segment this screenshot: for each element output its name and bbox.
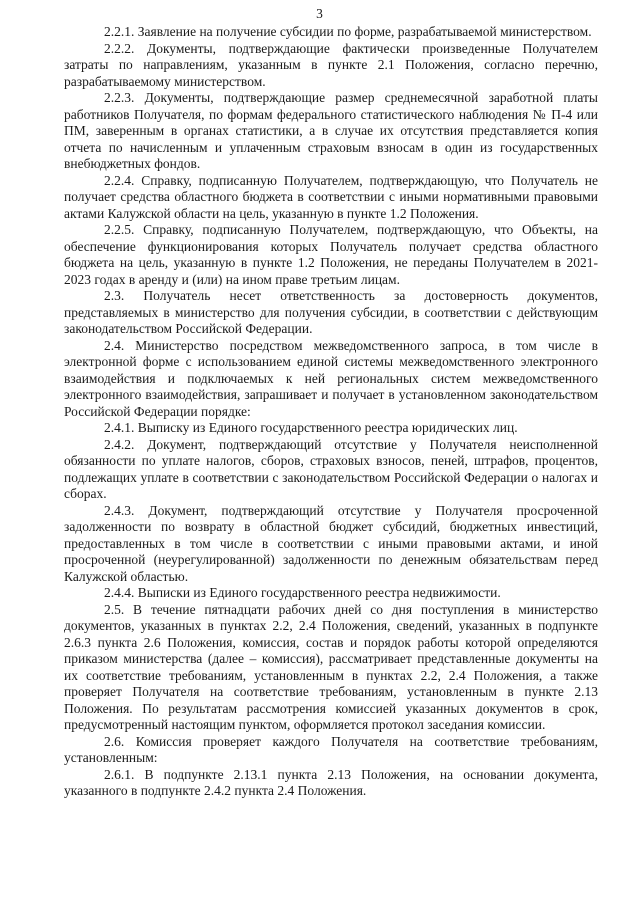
paragraph-2-6-1: 2.6.1. В подпункте 2.13.1 пункта 2.13 Положения, на основании документа, указанного в подпункте 2.4.2 пункта 2.4 Положения.: [64, 766, 598, 798]
paragraph-2-2-1: 2.2.1. Заявление на получение субсидии по форме, разрабатываемой министерством.: [104, 24, 592, 39]
paragraph-2-2-3: 2.2.3. Документы, подтверждающие размер среднемесячной заработной платы работников Получателя, по формам федерального статистического наблюдения № П-4 или ПМ, заверенным в органах статистики, а в случае их отсутствия представляется копия отчета по начисленным и уплаченным страховым взносам в один из государственных внебюджетных фондов.: [64, 90, 598, 171]
paragraph-2-4-4: 2.4.4. Выписки из Единого государственного реестра недвижимости.: [104, 585, 501, 600]
paragraph-2-4-3: 2.4.3. Документ, подтверждающий отсутствие у Получателя просроченной задолженности по возврату в областной бюджет субсидий, бюджетных инвестиций, предоставленных в том числе в соответствии с иными правовыми актами, и иной просроченной (неурегулированной) задолженности по денежным обязательствам перед Калужской областью.: [64, 502, 598, 584]
document-body: [64, 24, 598, 800]
paragraph-2-2-4: 2.2.4. Справку, подписанную Получателем, подтверждающую, что Получатель не получает средства областного бюджета в соответствии с иными нормативными правовыми актами Калужской области на цель, указанную в пункте 1.2 Положения.: [64, 172, 598, 221]
paragraph-2-2-5: 2.2.5. Справку, подписанную Получателем, подтверждающую, что Объекты, на обеспечение функционирования которых Получатель получает средства областного бюджета на цель, указанную в пункте 1.2 Положения, не переданы Получателем в 2021-2023 годах в аренду и (или) на ином праве третьим лицам.: [64, 222, 598, 287]
paragraph-2-4-1: 2.4.1. Выписку из Единого государственного реестра юридических лиц.: [104, 420, 518, 435]
paragraph-2-4-2: 2.4.2. Документ, подтверждающий отсутствие у Получателя неисполненной обязанности по уплате налогов, сборов, страховых взносов, пеней, штрафов, процентов, подлежащих уплате в соответствии с законодательством Российской Федерации о налогах и сборах.: [64, 436, 598, 501]
paragraph-2-4: 2.4. Министерство посредством межведомственного запроса, в том числе в электронной форме с использованием единой системы межведомственного электронного взаимодействия и подключаемых к ней региональных систем межведомственного электронного взаимодействия, запрашивает и получает в установленном законодательством Российской Федерации порядке:: [64, 337, 598, 419]
page-number: 3: [316, 6, 323, 21]
paragraph-2-6: 2.6. Комиссия проверяет каждого Получателя на соответствие требованиям, установленным:: [64, 733, 598, 765]
paragraph-2-3: 2.3. Получатель несет ответственность за достоверность документов, представляемых в министерство для получения субсидии, в соответствии с действующим законодательством Российской Федерации.: [64, 288, 598, 336]
paragraph-2-5: 2.5. В течение пятнадцати рабочих дней со дня поступления в министерство документов, указанных в пунктах 2.2, 2.4 Положения, сведений, указанных в подпункте 2.6.3 пункта 2.6 Положения, комиссия, состав и порядок работы которой определяются приказом министерства (далее – комиссия), рассматривает представленные документы на их соответствие требованиям, установленным в пунктах 2.2, 2.4 Положения, а также проверяет Получателя на соответствие требованиям, установленным в пункте 2.13 Положения. По результатам рассмотрения комиссией указанных документов в срок, предусмотренный настоящим пунктом, оформляется протокол заседания комиссии.: [64, 601, 598, 732]
paragraph-2-2-2: 2.2.2. Документы, подтверждающие фактически произведенные Получателем затраты по направлениям, указанным в пункте 2.1 Положения, согласно перечню, разрабатываемому министерством.: [64, 40, 598, 89]
